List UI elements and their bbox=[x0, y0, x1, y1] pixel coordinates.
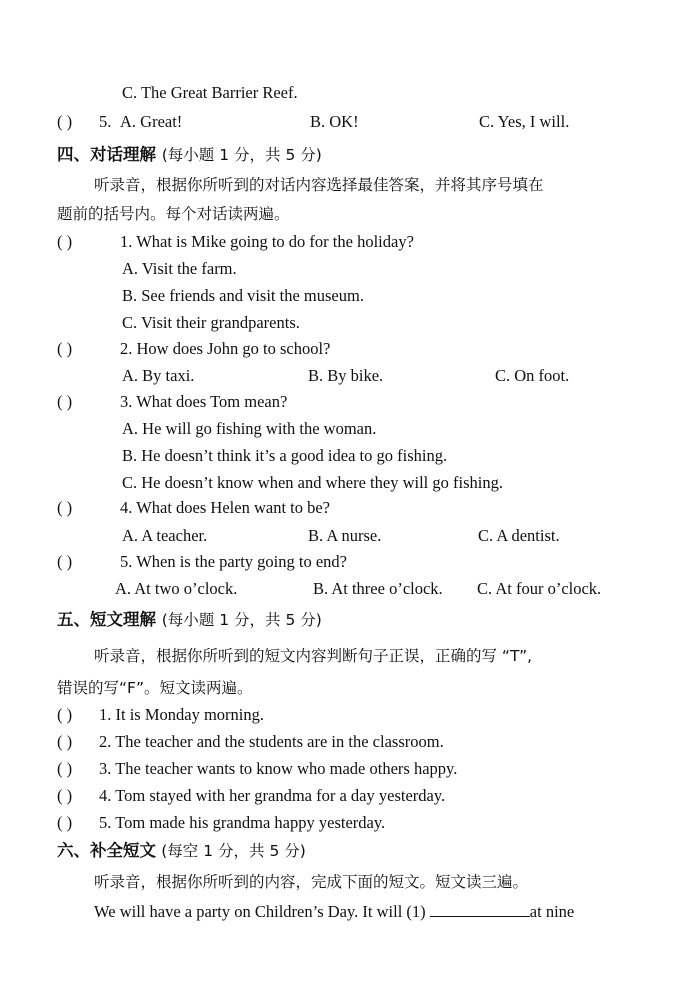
option-a: A. A teacher. bbox=[122, 526, 208, 545]
option-b: B. At three o’clock. bbox=[313, 579, 443, 598]
section-points: (每空 1 分，共 5 分) bbox=[161, 842, 306, 860]
statement-text: 5. Tom made his grandma happy yesterday. bbox=[99, 813, 386, 832]
answer-paren[interactable]: ( ) bbox=[57, 232, 73, 251]
option-b: B. By bike. bbox=[308, 366, 384, 385]
question-text: 2. How does John go to school? bbox=[120, 339, 331, 358]
option-a: A. Visit the farm. bbox=[122, 259, 237, 278]
section-title: 六、补全短文 bbox=[57, 841, 156, 860]
answer-paren[interactable]: ( ) bbox=[57, 705, 73, 724]
question-text: 3. What does Tom mean? bbox=[120, 392, 288, 411]
statement-text: 2. The teacher and the students are in the classroom. bbox=[99, 732, 444, 751]
option-c: C. Yes, I will. bbox=[479, 112, 570, 131]
option-b: B. A nurse. bbox=[308, 526, 382, 545]
section-heading bbox=[57, 609, 322, 631]
answer-paren[interactable]: ( ) bbox=[57, 732, 73, 751]
option-c: C. At four o’clock. bbox=[477, 579, 602, 598]
option-c: C. The Great Barrier Reef. bbox=[122, 83, 298, 102]
passage-text: at nine bbox=[529, 902, 575, 921]
instructions: 听录音，根据你所听到的短文内容判断句子正误，正确的写 “T”, bbox=[94, 647, 533, 665]
option-c: C. On foot. bbox=[495, 366, 570, 385]
option-c: C. A dentist. bbox=[478, 526, 560, 545]
statement-text: 1. It is Monday morning. bbox=[99, 705, 264, 724]
option-a: A. He will go fishing with the woman. bbox=[122, 419, 377, 438]
instructions: 错误的写“F”。短文读两遍。 bbox=[57, 679, 253, 697]
instructions: 听录音，根据你所听到的内容，完成下面的短文。短文读三遍。 bbox=[94, 873, 529, 891]
question-text: 5. When is the party going to end? bbox=[120, 552, 347, 571]
answer-paren[interactable]: ( ) bbox=[57, 112, 73, 131]
answer-paren[interactable]: ( ) bbox=[57, 786, 73, 805]
option-a: A. Great! bbox=[120, 112, 183, 131]
option-b: B. See friends and visit the museum. bbox=[122, 286, 364, 305]
statement-text: 3. The teacher wants to know who made others happy. bbox=[99, 759, 458, 778]
option-c: C. Visit their grandparents. bbox=[122, 313, 300, 332]
answer-paren[interactable]: ( ) bbox=[57, 392, 73, 411]
option-c: C. He doesn’t know when and where they will go fishing. bbox=[122, 473, 503, 492]
answer-paren[interactable]: ( ) bbox=[57, 552, 73, 571]
section-heading bbox=[57, 144, 322, 166]
answer-paren[interactable]: ( ) bbox=[57, 759, 73, 778]
question-text: 1. What is Mike going to do for the holiday? bbox=[120, 232, 414, 251]
passage-line bbox=[94, 901, 574, 923]
answer-paren[interactable]: ( ) bbox=[57, 339, 73, 358]
option-b: B. OK! bbox=[310, 112, 359, 131]
question-number: 5. bbox=[99, 112, 112, 131]
section-title: 四、对话理解 bbox=[57, 145, 156, 164]
instructions: 题前的括号内。每个对话读两遍。 bbox=[57, 205, 290, 223]
option-a: A. At two o’clock. bbox=[115, 579, 238, 598]
answer-paren[interactable]: ( ) bbox=[57, 813, 73, 832]
option-b: B. He doesn’t think it’s a good idea to go fishing. bbox=[122, 446, 448, 465]
fill-blank[interactable] bbox=[430, 902, 530, 917]
statement-text: 4. Tom stayed with her grandma for a day yesterday. bbox=[99, 786, 446, 805]
section-points: (每小题 1 分，共 5 分) bbox=[161, 146, 322, 164]
answer-paren[interactable]: ( ) bbox=[57, 498, 73, 517]
question-text: 4. What does Helen want to be? bbox=[120, 498, 331, 517]
option-a: A. By taxi. bbox=[122, 366, 195, 385]
passage-text: We will have a party on Children’s Day. It will (1) bbox=[94, 902, 426, 921]
section-title: 五、短文理解 bbox=[57, 610, 156, 629]
section-points: (每小题 1 分，共 5 分) bbox=[161, 611, 322, 629]
section-heading bbox=[57, 840, 306, 862]
instructions: 听录音，根据你所听到的对话内容选择最佳答案，并将其序号填在 bbox=[94, 176, 544, 194]
